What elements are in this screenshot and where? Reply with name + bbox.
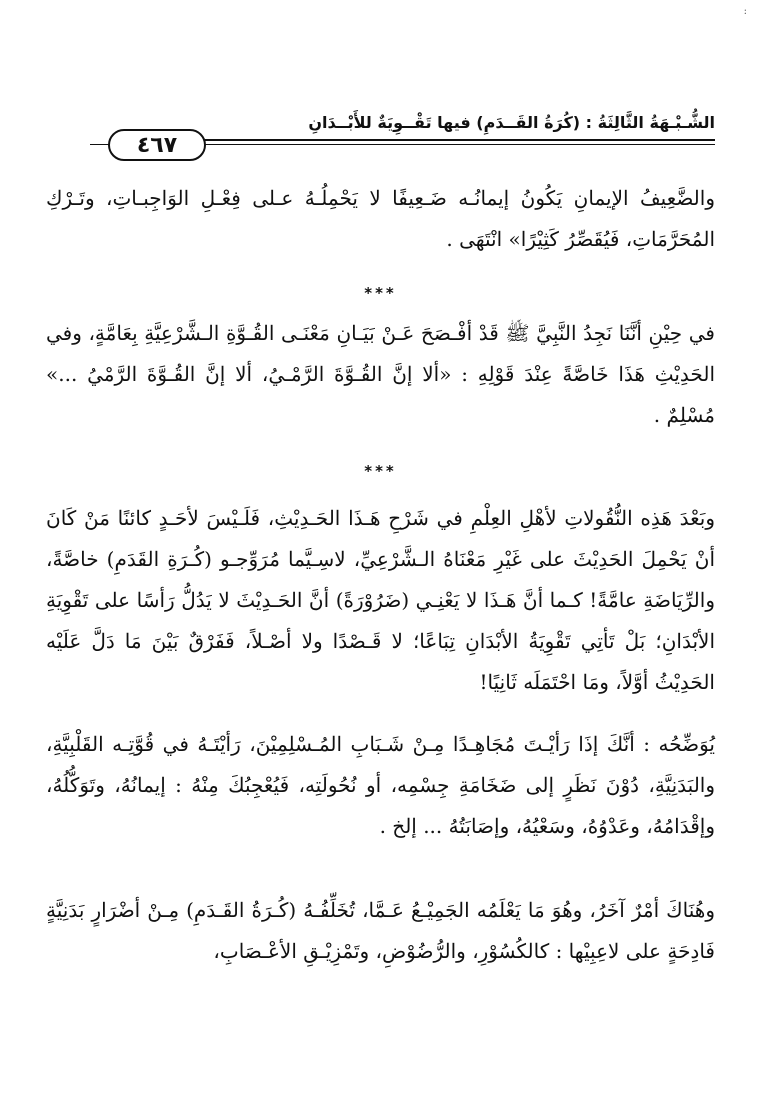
paragraph-text: يُوَضِّحُه : أنَّكَ إذَا رَأيْـتَ مُجَاهِـدًا مِـنْ شَـبَابِ المُـسْلِمِيْنَ، رَأيْتَـهُ في قُوَّتِـه القَلْبِيَّةِ، والبَدَنِيَّةِ، دُوْنَ نَظَرٍ إلى ضَخَامَةِ جِسْمِه، أو نُحُولَتِه، فَيُعْجِبُكَ مِنْهُ : إيمانُهُ، وتَوَكُّلُهُ، وإقْدَامُهُ، وعَدْوُهُ، وسَعْيُهُ، وإصَابَتُهُ ... إلخ . [46,732,715,838]
corner-mark: : [743,6,747,17]
paragraph-text: في حِيْنِ أنَّنَا نَجِدُ النَّبِيَّ ﷺ قَدْ أفْـصَحَ عَـنْ بَيَـانِ مَعْنَـى القُـوَّةِ الـشَّرْعِيَّةِ بِعَامَّةٍ، وفي الحَدِيْثِ هَذَا خَاصَّةً عِنْدَ قَوْلِهِ : «ألا إنَّ القُـوَّةَ الرَّمْـيُ، ألا إنَّ القُـوَّةَ الرَّمْيُ ...» مُسْلِمٌ . [46,321,715,427]
page-number-badge [108,129,206,161]
paragraph-text: والضَّعِيفُ الإيمانِ يَكُونُ إيمانُـه ضَـعِيفًا لا يَحْمِلُـهُ عـلى فِعْـلِ الوَاجِبـاتِ، وتَـرْكِ المُحَرَّمَاتِ، فَيُقَصِّرُ كَثِيْرًا» انْتَهَى . [46,186,715,251]
paragraph-2 [46,313,715,436]
section-separator-2: *** [364,462,397,480]
running-header-title: الشُّـبْـهَةُ الثَّالِثَةُ : (كُرَةُ القَــدَمِ) فيها تَقْــوِيَةٌ للأَبْــدَانِ [308,113,715,132]
header-rule [135,139,715,141]
paragraph-1 [46,178,715,260]
paragraph-4 [46,724,715,847]
header-rule-thin [135,144,715,145]
section-separator-1: *** [364,284,397,302]
paragraph-5 [46,890,715,972]
paragraph-text: وهُنَاكَ أمْرٌ آخَرُ، وهُوَ مَا يَعْلَمُه الجَمِيْـعُ عَـمَّا، تُخَلِّفُـهُ (كُـرَةُ القَـدَمِ) مِـنْ أضْرَارٍ بَدَنِيَّةٍ فَادِحَةٍ على لاعِبِيْها : كالكُسُوْرِ، والرُّضُوْضِ، وتَمْزِيْـقِ الأعْـصَابِ، [46,898,715,963]
paragraph-3 [46,498,715,703]
paragraph-text: وبَعْدَ هَذِه النُّقُولاتِ لأهْلِ العِلْمِ في شَرْحِ هَـذَا الحَـدِيْثِ، فَلَـيْسَ لأحَـدٍ كائنًا مَنْ كَانَ أنْ يَحْمِلَ الحَدِيْثَ على غَيْرِ مَعْنَاهُ الـشَّرْعِيِّ، لاسِـيَّما مُرَوِّجـو (كُـرَةِ القَدَمِ) خاصَّةً، والرِّيَاضَةِ عامَّةً! كـما أنَّ هَـذَا لا يَعْنِـي (ضَرُوْرَةً) أنَّ الحَـدِيْثَ لا يَدُلُّ رَأسًا على تَقْوِيَةِ الأبْدَانِ؛ بَلْ تَأتِي تَقْوِيَةُ الأبْدَانِ تِبَاعًا؛ لا قَـصْدًا ولا أصْـلاً، فَفَرْقٌ بَيْنَ مَا دَلَّ عَلَيْه الحَدِيْثُ أوَّلاً، ومَا احْتَمَلَه ثَانِيًا! [46,506,715,694]
page-number: ٤٦٧ [136,132,178,158]
header-rule-tail [90,144,110,145]
